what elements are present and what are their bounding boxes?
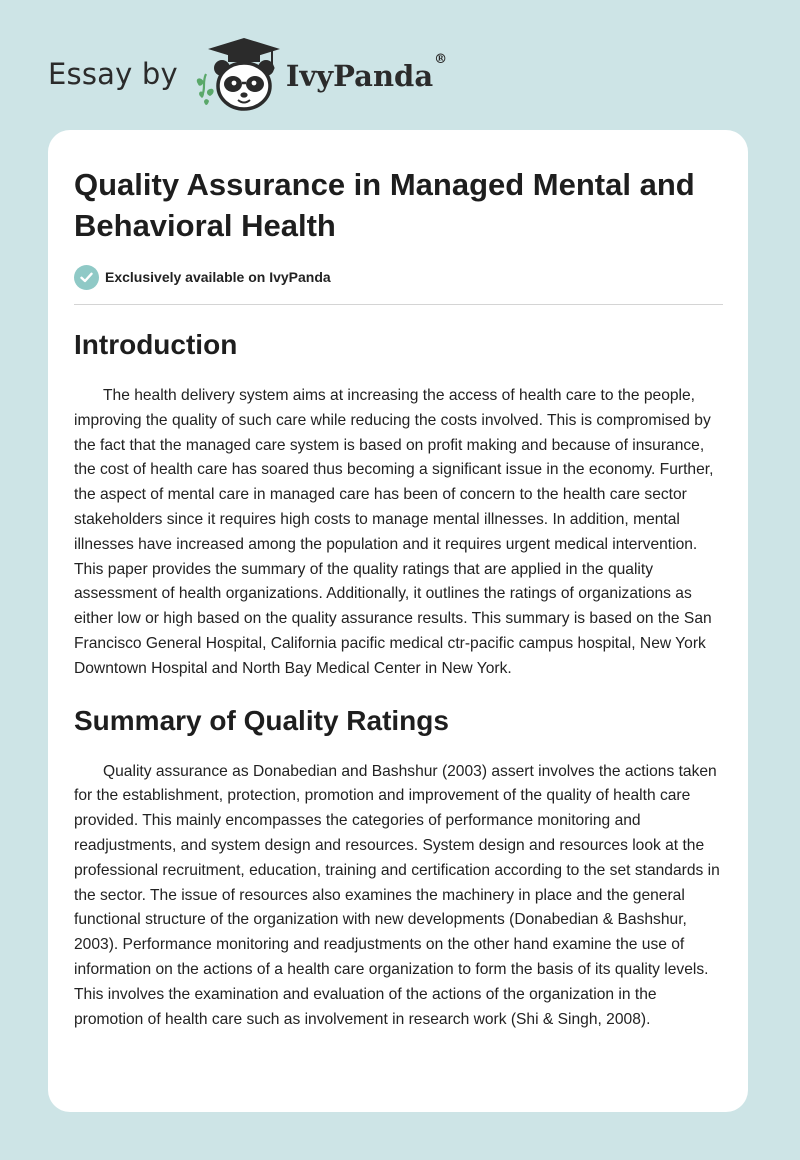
essay-by-label: Essay by [48,57,178,91]
page-title: Quality Assurance in Managed Mental and Behavioral Health [74,167,695,243]
essay-card [48,130,748,1112]
section-summary-of-quality-ratings [74,704,722,1033]
brand-name[interactable] [285,52,448,93]
exclusive-label: Exclusively available on IvyPanda [105,269,331,285]
panda-graduate-icon[interactable] [192,34,284,114]
exclusive-badge [74,264,722,290]
check-icon [74,265,99,290]
site-header [48,34,447,114]
section-paragraph: Quality assurance as Donabedian and Bashshur (2003) assert involves the actions taken for the establishment, protection, promotion and improvement of the quality of health care provided. This mainly encompasses the categories of performance monitoring and readjustments, and system design and resources. System design and resources look at the professional recruitment, education, training and certification according to the set standards in the sector. The issue of resources also examines the machinery in place and the general functional structure of the organization with new developments (Donabedian & Bashshur, 2003). Performance monitoring and readjustments on the other hand examine the use of information on the actions of a health care organization to form the basis of its quality levels. This involves the examination and evaluation of the actions of the organization in the promotion of health care such as involvement in research work (Shi & Singh, 2008). [74,762,720,1028]
section-introduction [74,328,722,682]
divider [74,304,723,305]
registered-mark: ® [434,52,448,68]
section-heading: Introduction [74,329,238,360]
section-paragraph: The health delivery system aims at increasing the access of health care to the people, improving the quality of such care while reducing the costs involved. This is compromised by the fact that the managed care system is based on profit making and because of insurance, the cost of health care has soared thus becoming a significant issue in the economy. Further, the aspect of mental care in managed care has been of concern to the health care sector stakeholders since it requires high costs to manage mental illnesses. In addition, mental illnesses have increased among the population and it requires urgent medical intervention. This paper provides the summary of the quality ratings that are applied in the quality assessment of health organizations. Additionally, it outlines the ratings of organizations as either low or high based on the quality assurance results. This summary is based on the San Francisco General Hospital, California pacific medical ctr-pacific campus hospital, New York Downtown Hospital and North Bay Medical Center in New York. [74,387,714,677]
brand-text: IvyPanda [285,59,434,93]
section-heading: Summary of Quality Ratings [74,704,449,736]
